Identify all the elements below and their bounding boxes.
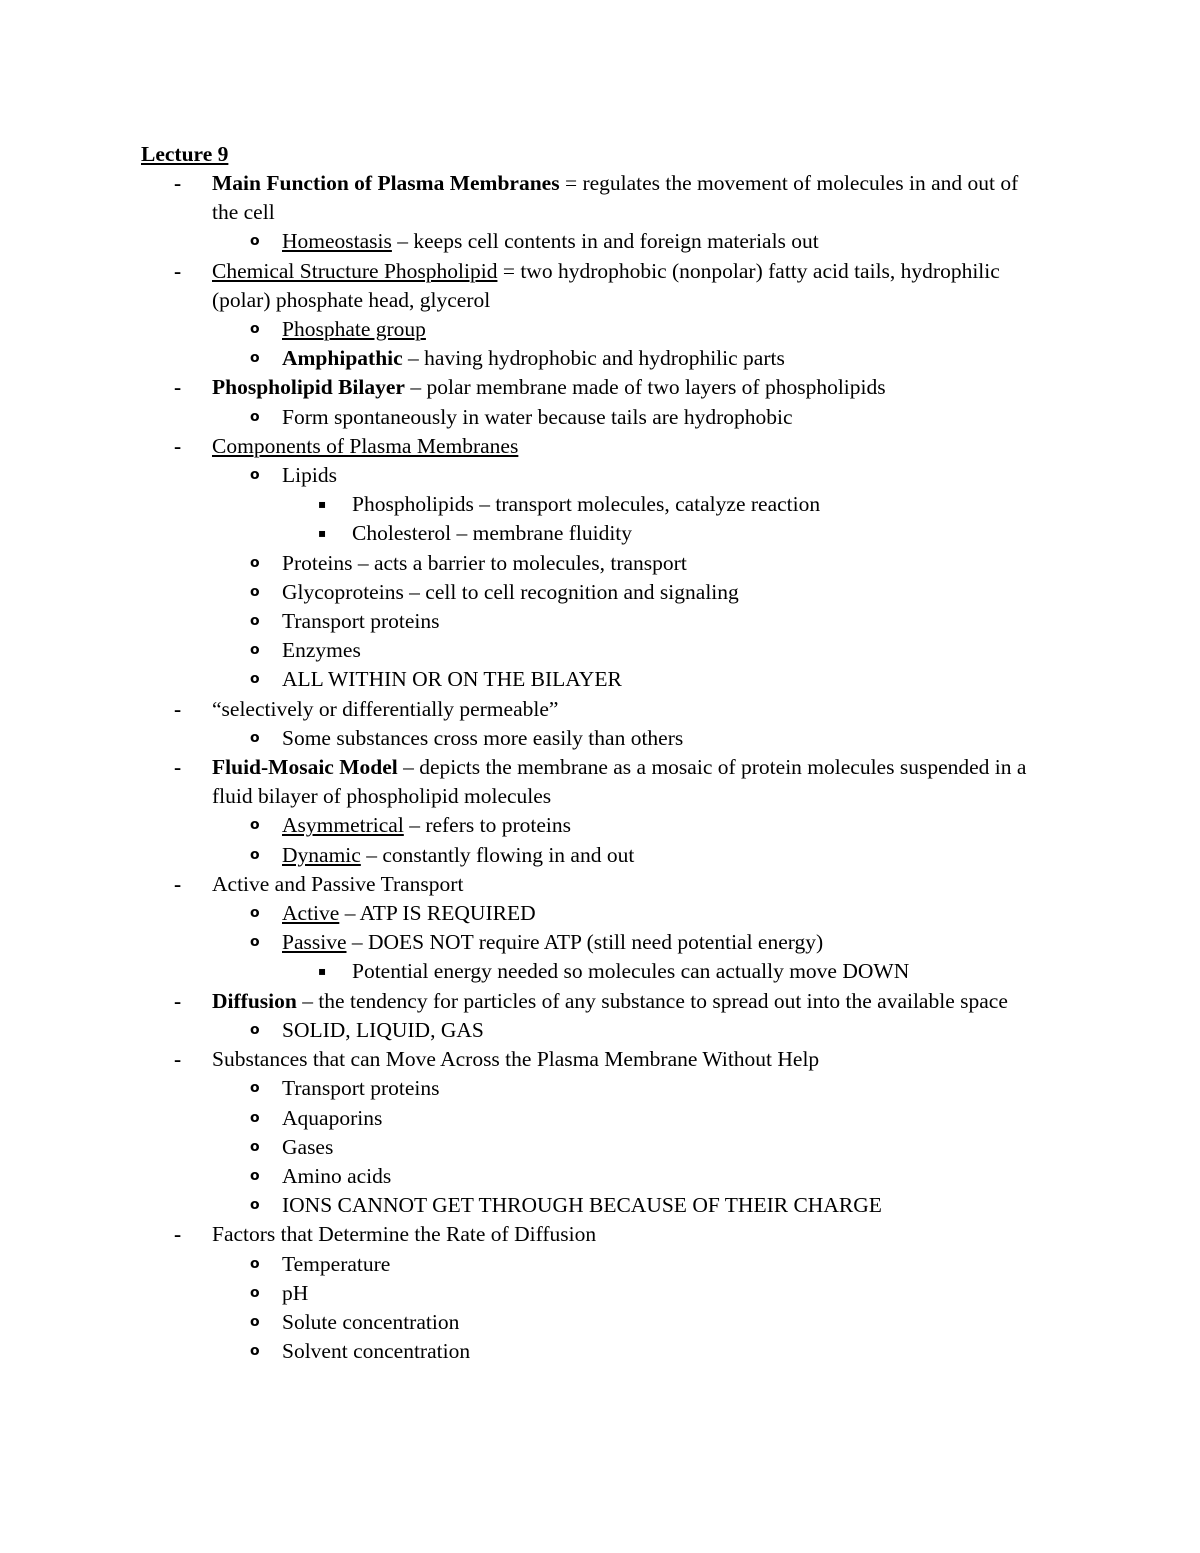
list-item — [0, 695, 1048, 724]
list-item — [0, 315, 1048, 344]
underlined-term: Asymmetrical — [282, 813, 404, 838]
list-item — [0, 1074, 1048, 1103]
circle-bullet-icon: o — [250, 1021, 260, 1038]
list-item — [0, 1191, 1048, 1220]
list-item — [0, 841, 1048, 870]
item-text: – ATP IS REQUIRED — [339, 901, 536, 926]
circle-bullet-icon: o — [250, 554, 260, 571]
underlined-term: Chemical Structure Phospholipid — [212, 258, 498, 283]
list-item — [0, 344, 1048, 373]
circle-bullet-icon: o — [250, 321, 260, 338]
circle-bullet-icon: o — [250, 1080, 260, 1097]
list-item — [0, 169, 1048, 227]
circle-bullet-icon: o — [250, 408, 260, 425]
circle-bullet-icon: o — [250, 1109, 260, 1126]
list-item — [0, 987, 1048, 1016]
item-text: – polar membrane made of two layers of phospholipids — [404, 375, 886, 400]
underlined-term: Components of Plasma Membranes — [212, 433, 519, 458]
list-item — [0, 1016, 1048, 1045]
dash-bullet-icon: - — [174, 1047, 182, 1072]
page-title: Lecture 9 — [141, 142, 229, 166]
circle-bullet-icon: o — [250, 583, 260, 600]
item-text: – refers to proteins — [403, 813, 571, 838]
list-item — [0, 461, 1048, 490]
bold-term: Phospholipid Bilayer — [212, 375, 405, 400]
item-text: – having hydrophobic and hydrophilic parts — [402, 346, 785, 371]
item-text: Some substances cross more easily than others — [282, 725, 684, 750]
list-item — [0, 636, 1048, 665]
item-text: Transport proteins — [282, 609, 440, 634]
item-text: ALL WITHIN OR ON THE BILAYER — [282, 667, 622, 692]
circle-bullet-icon: o — [250, 934, 260, 951]
item-text: Factors that Determine the Rate of Diffusion — [212, 1222, 597, 1247]
underlined-term: Passive — [282, 930, 347, 955]
list-item — [0, 724, 1048, 753]
dash-bullet-icon: - — [174, 871, 182, 896]
list-item — [0, 490, 1048, 519]
list-item — [0, 1045, 1048, 1074]
item-text: Solvent concentration — [282, 1339, 471, 1364]
list-item — [0, 1162, 1048, 1191]
list-item — [0, 753, 1048, 811]
list-item — [0, 957, 1048, 986]
item-text: Proteins – acts a barrier to molecules, transport — [282, 550, 687, 575]
list-item — [0, 1279, 1048, 1308]
list-item — [0, 432, 1048, 461]
item-text: = two hydrophobic (nonpolar) fatty acid tails, hydrophilic (polar) phosphate head, glycerol — [212, 258, 1000, 312]
circle-bullet-icon: o — [250, 1284, 260, 1301]
item-text: – constantly flowing in and out — [360, 842, 635, 867]
item-text: Gases — [282, 1134, 334, 1159]
item-text: IONS CANNOT GET THROUGH BECAUSE OF THEIR CHARGE — [282, 1193, 882, 1218]
list-item — [0, 549, 1048, 578]
item-text: Temperature — [282, 1251, 391, 1276]
item-text: SOLID, LIQUID, GAS — [282, 1017, 484, 1042]
item-text: Cholesterol – membrane fluidity — [352, 521, 633, 546]
list-item — [0, 870, 1048, 899]
circle-bullet-icon: o — [250, 613, 260, 630]
circle-bullet-icon: o — [250, 350, 260, 367]
circle-bullet-icon: o — [250, 1167, 260, 1184]
circle-bullet-icon: o — [250, 729, 260, 746]
list-item — [0, 257, 1048, 315]
circle-bullet-icon: o — [250, 233, 260, 250]
list-item — [0, 928, 1048, 957]
item-text: Solute concentration — [282, 1309, 460, 1334]
dash-bullet-icon: - — [174, 171, 182, 195]
item-text: – keeps cell contents in and foreign materials out — [391, 229, 819, 254]
list-item — [0, 1133, 1048, 1162]
bold-term: Main Function of Plasma Membranes — [212, 171, 560, 195]
circle-bullet-icon: o — [250, 1313, 260, 1330]
list-item — [0, 665, 1048, 694]
item-text: Form spontaneously in water because tails are hydrophobic — [282, 404, 793, 429]
item-text: Transport proteins — [282, 1076, 440, 1101]
list-item — [0, 373, 1048, 402]
underlined-term: Active — [282, 901, 340, 926]
lecture-notes-list — [0, 169, 1200, 1366]
dash-bullet-icon: - — [174, 375, 182, 400]
item-text: – depicts the membrane as a mosaic of protein molecules suspended in a fluid bilayer of phospholipid molecules — [212, 755, 1027, 809]
circle-bullet-icon: o — [250, 642, 260, 659]
item-text: Substances that can Move Across the Plasma Membrane Without Help — [212, 1047, 820, 1072]
item-text: Potential energy needed so molecules can actually move DOWN — [352, 959, 910, 984]
list-item — [0, 899, 1048, 928]
circle-bullet-icon: o — [250, 846, 260, 863]
underlined-term: Phosphate group — [282, 317, 426, 342]
circle-bullet-icon: o — [250, 1343, 260, 1360]
square-bullet-icon: ▪ — [318, 497, 327, 512]
item-text: Enzymes — [282, 638, 361, 663]
circle-bullet-icon: o — [250, 467, 260, 484]
item-text: – the tendency for particles of any substance to spread out into the available space — [296, 988, 1008, 1013]
square-bullet-icon: ▪ — [318, 526, 327, 541]
circle-bullet-icon: o — [250, 817, 260, 834]
bold-term: Fluid-Mosaic Model — [212, 755, 398, 780]
underlined-term: Homeostasis — [282, 229, 392, 254]
list-item — [0, 1220, 1048, 1249]
dash-bullet-icon: - — [174, 988, 182, 1013]
list-item — [0, 811, 1048, 840]
list-item — [0, 607, 1048, 636]
item-text: Active and Passive Transport — [212, 871, 464, 896]
dash-bullet-icon: - — [174, 258, 182, 283]
bold-term: Amphipathic — [282, 346, 403, 371]
item-text: – DOES NOT require ATP (still need potential energy) — [346, 930, 824, 955]
item-text: = regulates the movement of molecules in and out of the cell — [212, 171, 1019, 225]
list-item — [0, 1104, 1048, 1133]
item-text: Phospholipids – transport molecules, catalyze reaction — [352, 492, 821, 517]
underlined-term: Dynamic — [282, 842, 361, 867]
list-item — [0, 1337, 1048, 1366]
item-text: “selectively or differentially permeable” — [212, 696, 559, 721]
list-item — [0, 578, 1048, 607]
dash-bullet-icon: - — [174, 433, 182, 458]
bold-term: Diffusion — [212, 988, 297, 1013]
circle-bullet-icon: o — [250, 1255, 260, 1272]
item-text: Glycoproteins – cell to cell recognition and signaling — [282, 579, 739, 604]
circle-bullet-icon: o — [250, 905, 260, 922]
circle-bullet-icon: o — [250, 671, 260, 688]
list-item — [0, 403, 1048, 432]
circle-bullet-icon: o — [250, 1197, 260, 1214]
dash-bullet-icon: - — [174, 1222, 182, 1247]
item-text: Amino acids — [282, 1163, 392, 1188]
list-item — [0, 1250, 1048, 1279]
square-bullet-icon: ▪ — [318, 964, 327, 979]
item-text: Lipids — [282, 463, 337, 488]
list-item — [0, 1308, 1048, 1337]
item-text: Aquaporins — [282, 1105, 383, 1130]
list-item — [0, 519, 1048, 548]
item-text: pH — [282, 1280, 309, 1305]
list-item — [0, 227, 1048, 256]
dash-bullet-icon: - — [174, 696, 182, 721]
circle-bullet-icon: o — [250, 1138, 260, 1155]
dash-bullet-icon: - — [174, 755, 182, 780]
